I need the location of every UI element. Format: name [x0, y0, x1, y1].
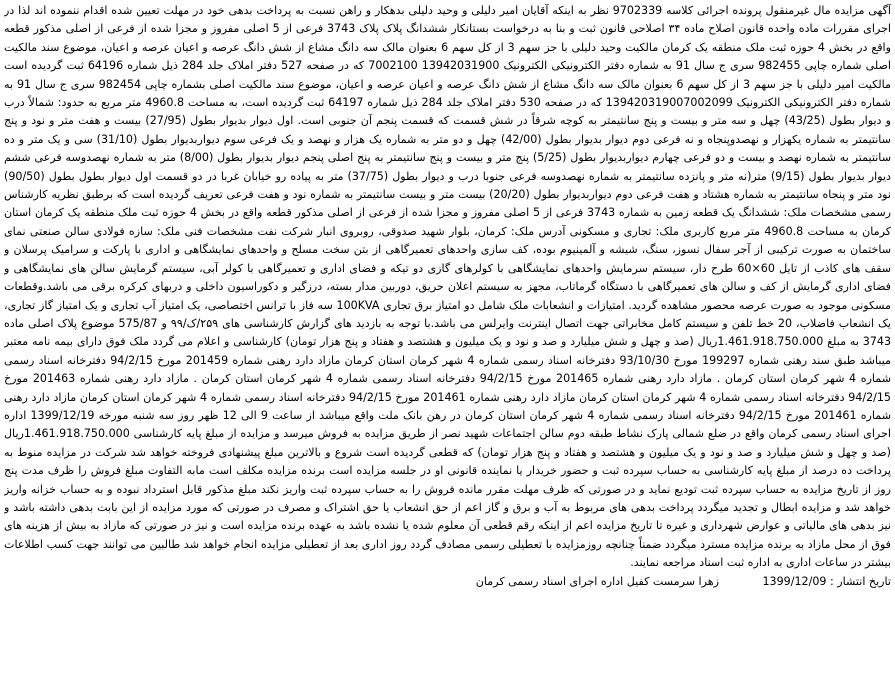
signature-line: زهرا سرمست کفیل اداره اجرای اسناد رسمی کرمان [475, 574, 719, 588]
notice-body-text: آگهی مزایده مال غیرمنقول پرونده اجرائی کلاسه 9702339 نظر به اینکه آقایان امیر دلیلی و وحید دلیلی بدهکار و راهن نسبت به پرداخت بدهی خود در مهلت تعیین شده اقدام ننموده اند لذا در اجرای مقررات ماده واحده قانون اصلاح ماده ۳۴ اصلاحی قانون ثبت و بنا به درخواست بستانکار ششدانگ پلاک پلاک 3743 فرعی از 5 اصلی مفروز و مجزا شده از فرعی از اصلی مذکور قطعه واقع در بخش 4 حوزه ثبت ملک منطقه یک کرمان مالکیت وحید دلیلی با جز سهم 3 از کل سهم 6 بعنوان مالک سه دانگ مشاع از شش دانگ عرصه و اعیان عرصه و اعیان، موضوع سند مالکیت اصلی شماره چاپی 982455 سری ج سال 91 به شماره دفتر الکترونیکی الکترونیک 13942031900 7002100 که در صفحه 527 دفتر املاک جلد 284 ذیل شماره 64196 ثبت گردیده است مالکیت امیر دلیلی با جز سهم 3 از کل سهم 6 بعنوان مالک سه دانگ مشاع از شش دانگ عرصه و اعیان عرصه و اعیان، موضوع سند مالکیت اصلی بشماره چاپی 982454 سری ج سال 91 به شماره دفتر الکترونیکی الکترونیک 139420319007002099 که در صفحه 530 دفتر املاک جلد 284 ذیل شماره 64197 ثبت گردیده است، به مساحت 4960.8 متر مربع به حدود: شمالاً درب و دیوار بطول (43/25) چهل و سه متر و بیست و پنج سانتیمتر به کوچه شرقاً در شش قسمت که قسمت پنجم آن جنوبی است. اول دیوار بدیوار بطول (27/95) بیست و هفت متر و نود و پنج سانتیمتر به شماره یکهزار و نهصدوپنجاه و نه فرعی دوم دیوار بدیوار بطول (42/00) چهل و دو متر به شماره یک هزار و نهصد و یک فرعی سوم دیواربدیوار بطول (31/10) سی و یک متر و ده سانتیمتر به شماره نهصد و بیست و دو فرعی چهارم دیواربدیوار بطول (5/25) پنج متر و بیست و پنج سانتیمتر به پنج اصلی پنجم دیوار بدیوار بطول (8/00) متر به شماره نهصدوسه فرعی ششم دیوار بدیوار بطول (9/15) متر(نه متر و پانزده سانتیمتر به شماره نهصدوسه فرعی جنوبا درب و دیوار بطول (37/75) متر به پیاده رو خیابان غربا در دو قسمت اول دیوار بطول بطول (90/50) نود متر و پنجاه سانتیمتر به شماره هشتاد و هفت فرعی دوم دیواربدیوار بطول (20/20) بیست متر و بیست سانتیمتر به شماره نود و هفت فرعی تعریف گردیده است که برطبق نظریه کارشناس رسمی مشخصات ملک: ششدانگ یک قطعه زمین به شماره 3743 فرعی از 5 اصلی مفروز و مجزا شده از فرعی از اصلی مذکور قطعه واقع در بخش 4 حوزه ثبت ملک منطقه یک کرمان استان کرمان به مساحت 4960.8 متر مربع کاربری ملک: تجاری و مسکونی آدرس ملک: کرمان، بلوار شهید صدوقی، روبروی انبار شرکت نفت مشخصات فنی ملک: سازه فولادی سالن صنعتی نمای ساختمان به صورت ترکیبی از آجر سفال نسوز، سنگ، شیشه و آلمینیوم بوده، کف سازی واحدهای تعمیرگاهی از بتن سخت مسلح و واحدهای نمایشگاهی و اداری با پارکت و سرامیک پرسلان و سقف های کاذب از تایل 60×60 طرح دار، سیستم سرمایش واحدهای نمایشگاهی با کولرهای گازی دو تیکه و فضای اداری و تعمیرگاهی با کولر آبی، سیستم گرمایش سالن های نمایشگاهی و فضای اداری گرمایش از کف و سالن های تعمیرگاهی با دستگاه گرماتاب، مجهز به سیستم اعلان حریق، دوربین مدار بسته، درزگیر و دکوراسیون داخلی و دربهای کرکره برقی می باشد.وقطعات مسکونی موجود به صورت عرصه محصور مشاهده گردید. امتیازات و انشعابات ملک شامل دو امتیاز برق تجاری 100KVA سه فاز با ترانس اختصاصی، یک امتیاز آب تجاری و یک امتیاز گاز تجاری، یک انشعاب فاضلاب، 20 خط تلفن و سیستم کامل مخابراتی جهت اتصال اینترنت وایرلس می باشد.با توجه به بازدید های گزارش کارشناسی های ۲۵۹/ک/۹۹ و 575/87 موضوع پلاک اصلی ماده 3743 به مبلغ 1.461.918.750.000ریال (صد و چهل و شش میلیارد و صد و نود و یک میلیون و هشتصد و هفتاد و پنج هزار تومان) کارشناسی و اعلام می گردد ملک فوق دارای بیمه نامه معتبر میباشد طبق سند رهنی شماره 199297 مورخ 93/10/30 دفترخانه اسناد رسمی شماره 4 شهر کرمان استان کرمان مازاد دارد رهنی شماره 201459 مورخ 94/2/15 دفترخانه اسناد رسمی شماره 4 شهر کرمان استان کرمان . مازاد دارد رهنی شماره 201465 مورخ 94/2/15 دفترخانه اسناد رسمی شماره 4 شهر کرمان استان کرمان . مازاد دارد رهنی شماره 201463 مورخ 94/2/15 دفترخانه اسناد رسمی شماره 4 شهر کرمان استان کرمان مازاد دارد رهنی شماره 201461 مورخ 94/2/15 دفترخانه اسناد رسمی شماره 4 شهر کرمان استان کرمان مازاد دارد رهنی شماره 201461 مورخ 94/2/15 دفترخانه اسناد رسمی شماره 4 شهر کرمان استان کرمان در رهن بانک ملت واقع میباشد از ساعت 9 الی 12 ظهر روز سه شنبه مورخه 1399/12/19 اداره اجرای اسناد رسمی کرمان واقع در ضلع شمالی پارک نشاط طبقه دوم سالن اجتماعات شهید نصر از طریق مزایده به فروش میرسد و مزایده از مبلغ پایه کارشناسی 1.461.918.750.000ریال (صد و چهل و شش میلیارد و صد و نود و یک میلیون و هشتصد و هفتاد و پنج هزار تومان) که قطعی گردیده است شروع و بالاترین مبلغ پیشنهادی فروخته خواهد شد شرکت در مزایده منوط به پرداخت ده درصد از مبلغ پایه کارشناسی به حساب سپرده ثبت و حضور خریدار یا نماینده قانونی او در جلسه مزایده است برنده مزایده مکلف است مابه التفاوت مبلغ فروش را ظرف مدت پنج روز از تاریخ مزایده به حساب سپرده ثبت تودیع نماید و در صورتی که ظرف مهلت مقرر مانده فروش را به حساب سپرده ثبت واریز نکند مبلغ مذکور قابل استرداد نبوده و به حساب خزانه واریز خواهد شد و مزایده ابطال و تجدید میگردد پرداخت بدهی های مربوط به آب و برق و گاز اعم از حق انشعاب یا حق اشتراک و مصرف در صورتی که مورد مزایده از این بابت بدهی داشته باشد و نیز بدهی های مالیاتی و عوارض شهرداری و غیره تا تاریخ مزایده اعم از اینکه رقم قطعی آن معلوم شده یا نشده باشد به عهده برنده مزایده است و نیز در صورتی که مازاد به بیش از هزینه های فوق از محل مازاد به برنده مزایده مسترد میگردد ضمناً چنانچه روزمزایده با تعطیلی رسمی مصادف گردد روز اداری بعد از تعطیلی مزایده انجام خواهد شد طالبین می توانند جهت کسب اطلاعات بیشتر در ساعات اداری به اداره ثبت اسناد مراجعه نمایند. [4, 4, 891, 570]
auction-notice [4, 2, 891, 688]
publication-date-label: تاریخ انتشار : [829, 574, 891, 588]
publication-date: 1399/12/09 [762, 574, 827, 588]
notice-footer [4, 573, 891, 591]
